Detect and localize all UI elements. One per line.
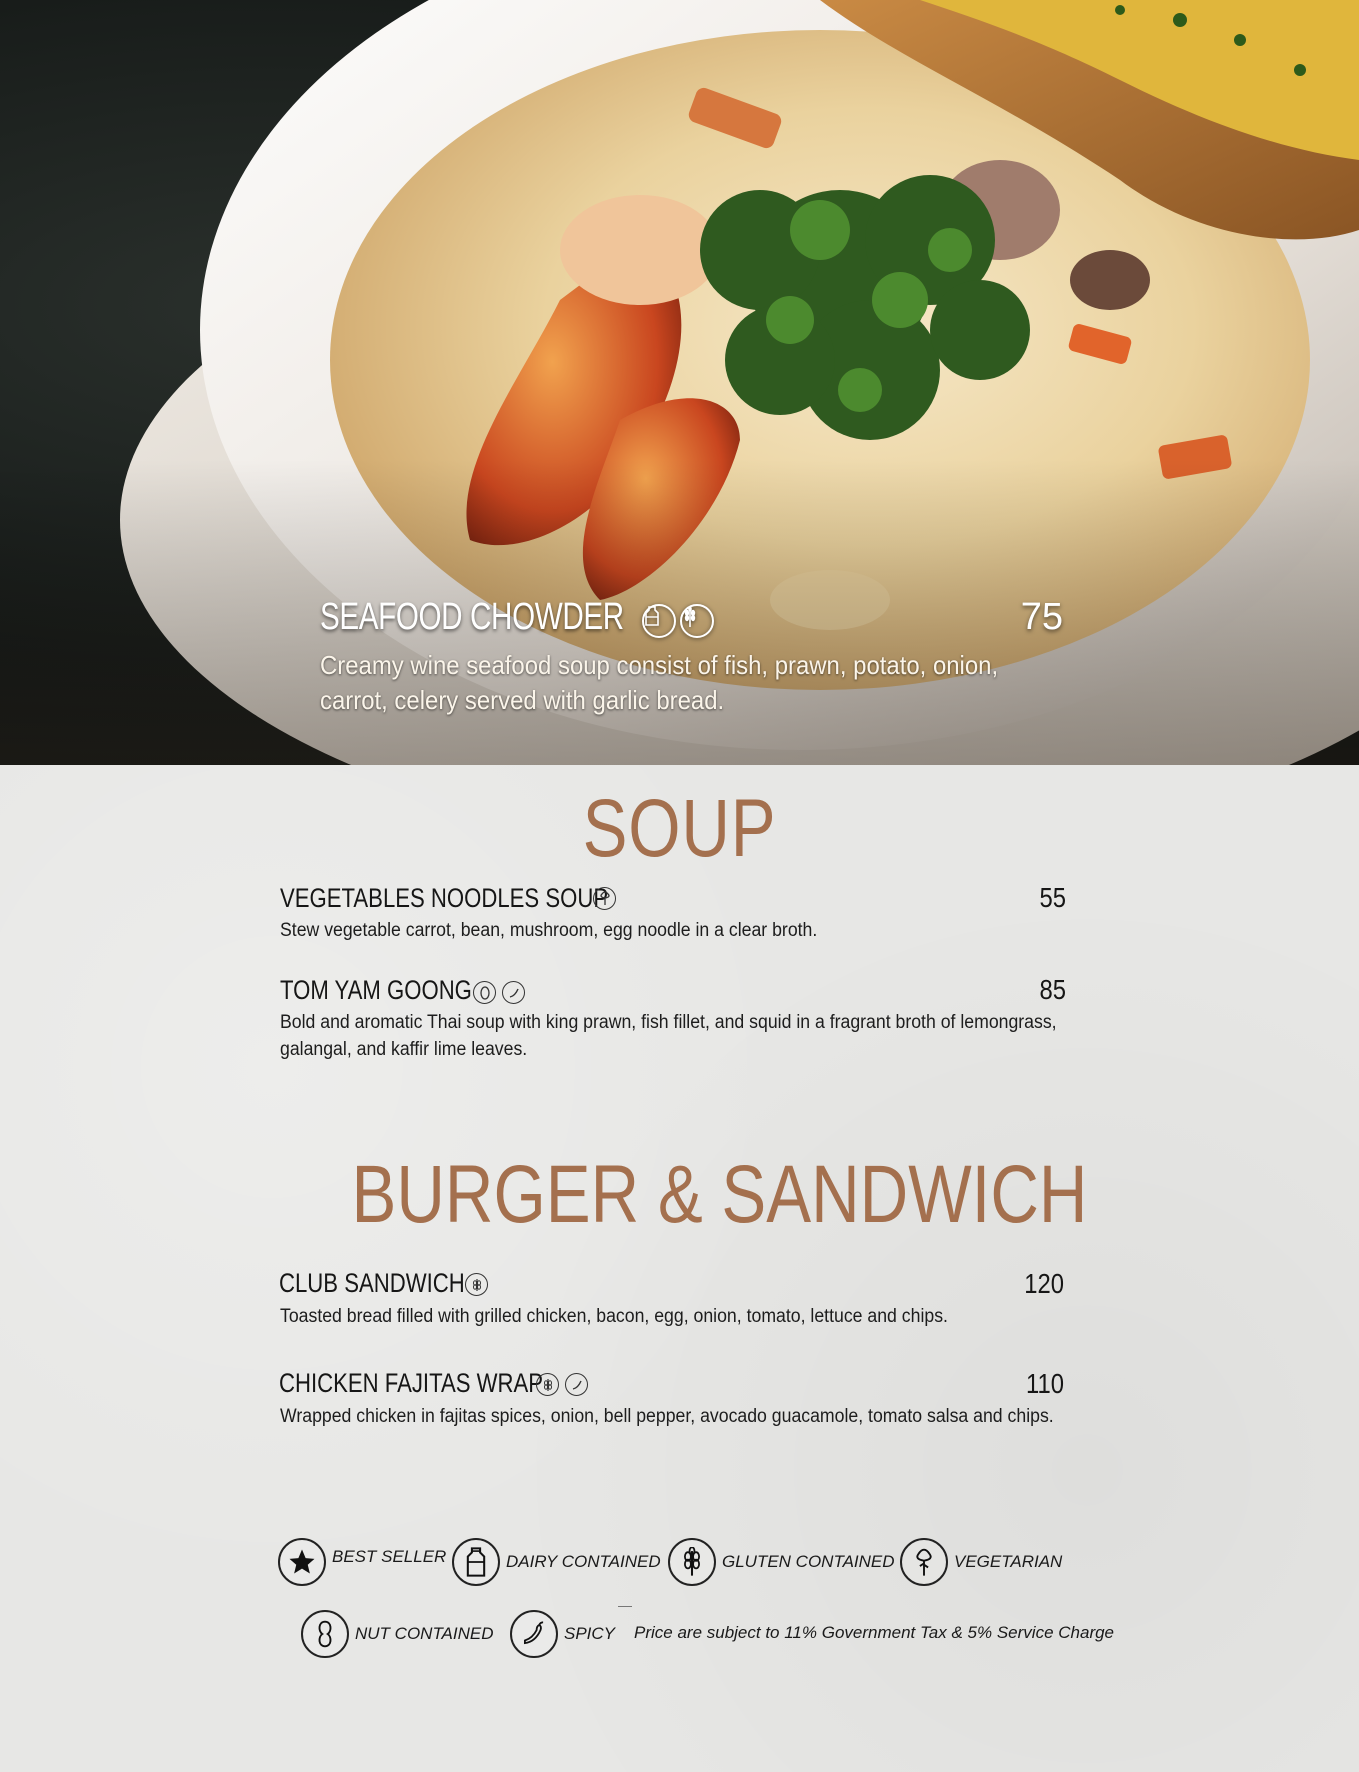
menu-item-name: CLUB SANDWICH xyxy=(279,1268,465,1298)
divider xyxy=(618,1606,632,1607)
spicy-icon xyxy=(502,981,525,1004)
legend-dairy xyxy=(452,1538,661,1586)
nut-icon xyxy=(301,1610,349,1658)
nut-icon xyxy=(473,981,496,1004)
menu-item-name: TOM YAM GOONG xyxy=(280,975,472,1005)
legend-label: BEST SELLER xyxy=(332,1547,447,1566)
menu-item-name: CHICKEN FAJITAS WRAP xyxy=(279,1368,544,1398)
hero-photo xyxy=(0,0,1359,765)
dairy-icon xyxy=(452,1538,500,1586)
legend-vegetarian xyxy=(900,1538,1062,1586)
menu-item-icons xyxy=(465,1273,488,1296)
menu-item-icons xyxy=(593,887,616,910)
menu-item-description: Bold and aromatic Thai soup with king prawn, fish fillet, and squid in a fragrant broth of lemongrass, galangal, and kaffir lime leaves. xyxy=(280,1012,1057,1060)
legend-label: GLUTEN CONTAINED xyxy=(722,1552,895,1571)
hero-dish-name: SEAFOOD CHOWDER xyxy=(320,596,624,638)
price-note: Price are subject to 11% Government Tax & 5% Service Charge xyxy=(634,1623,1115,1642)
legend-label: NUT CONTAINED xyxy=(355,1624,494,1643)
legend-label: VEGETARIAN xyxy=(954,1552,1063,1571)
menu-item-description: Stew vegetable carrot, bean, mushroom, egg noodle in a clear broth. xyxy=(280,920,818,941)
section-title-soup: SOUP xyxy=(582,783,777,874)
legend-label: DAIRY CONTAINED xyxy=(506,1552,661,1571)
gluten-icon xyxy=(680,604,714,638)
gluten-icon xyxy=(668,1538,716,1586)
menu-item-description: Wrapped chicken in fajitas spices, onion, bell pepper, avocado guacamole, tomato salsa and chips. xyxy=(280,1406,1054,1427)
legend-spicy xyxy=(510,1610,615,1658)
menu-item-price: 85 xyxy=(1039,974,1066,1005)
gluten-icon xyxy=(536,1373,559,1396)
legend-best-seller xyxy=(278,1538,446,1586)
hero-dish-price: 75 xyxy=(1020,596,1063,638)
legend-nut xyxy=(301,1610,494,1658)
menu-item-icons xyxy=(473,981,525,1004)
menu-item-price: 120 xyxy=(1024,1268,1064,1299)
menu-item-name: VEGETABLES NOODLES SOUP xyxy=(280,883,609,913)
star-icon xyxy=(278,1538,326,1586)
section-title-burger-sandwich: BURGER & SANDWICH xyxy=(351,1149,1088,1240)
vegetarian-icon xyxy=(593,887,616,910)
legend-label: SPICY xyxy=(564,1624,616,1643)
hero-dish-description: Creamy wine seafood soup consist of fish, prawn, potato, onion, carrot, celery served with garlic bread. xyxy=(320,650,999,715)
menu-item-description: Toasted bread filled with grilled chicken, bacon, egg, onion, tomato, lettuce and chips. xyxy=(280,1306,948,1327)
menu-item-icons xyxy=(536,1373,588,1396)
menu-item-price: 110 xyxy=(1026,1368,1064,1399)
vegetarian-icon xyxy=(900,1538,948,1586)
spicy-icon xyxy=(510,1610,558,1658)
hero-dish-icons xyxy=(642,604,714,638)
legend-gluten xyxy=(668,1538,895,1586)
menu-item-price: 55 xyxy=(1039,882,1066,913)
gluten-icon xyxy=(465,1273,488,1296)
spicy-icon xyxy=(565,1373,588,1396)
dairy-icon xyxy=(642,604,676,638)
